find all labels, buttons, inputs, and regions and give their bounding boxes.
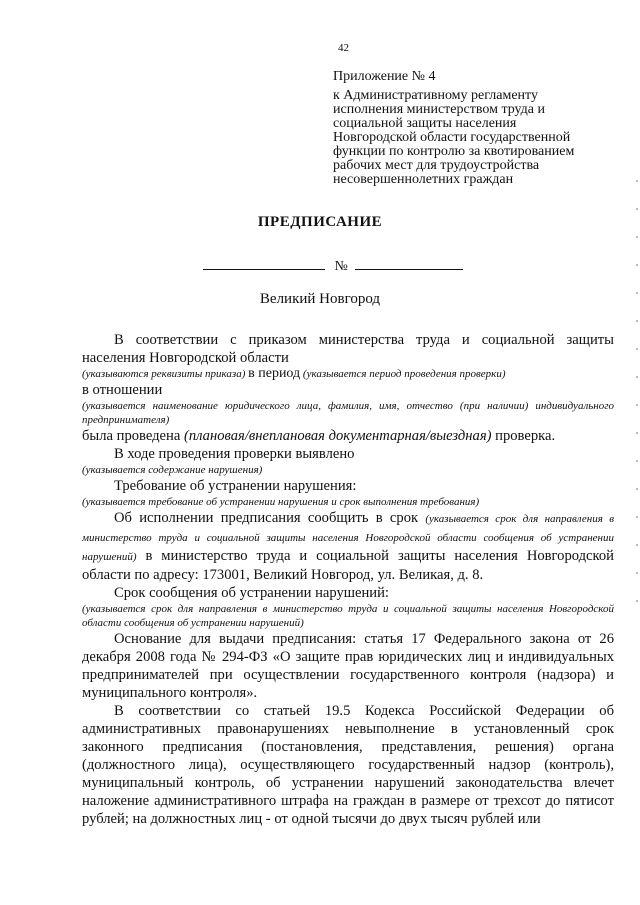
paragraph-subject: в отношении [82,382,163,398]
note-period: (указывается период проведения проверки) [302,368,506,380]
annex-number: Приложение № 4 [333,69,436,84]
paragraph-order: В соответствии с приказом министерства труда и социальной защиты населения Новгородской области [82,332,614,366]
note-order-details: (указываются реквизиты приказа) [82,368,246,380]
paragraph-legal-basis: Основание для выдачи предписания: статья 17 Федерального закона от 26 декабря 2008 года № 294-ФЗ «О защите прав юридических лиц и индивидуальных предпринимателей при осуществлении государственного контроля (надзора) и муниципального контроля». [82,631,614,701]
inspection-type: (плановая/внеплановая документарная/выездная) [183,428,492,444]
annex-line: функции по контролю за квотированием [333,144,575,159]
note-report-deadline: (указывается срок для направления в министерство труда и социальной защиты населения Новгородской области сообщения об устранении нарушений) [82,513,614,563]
report-deadline-label: Об исполнении предписания сообщить в срок [114,510,419,526]
number-line [203,257,463,275]
document-title: ПРЕДПИСАНИЕ [257,214,383,230]
note-report-term: (указывается срок для направления в министерство труда и социальной защиты населения Новгородской области сообщения об устранении нарушений) [82,603,614,629]
annex-header [333,70,623,187]
annex-line: социальной защиты населения [333,116,517,131]
paragraph-order-notes [82,367,614,381]
report-address: в министерство труда и социальной защиты населения Новгородской области по адресу: 173001, Великий Новгород, ул. Великая, д. 8. [82,548,614,583]
annex-line: рабочих мест для трудоустройства [333,158,540,173]
number-blank [355,257,463,270]
city: Великий Новгород [259,291,381,307]
note-findings: (указывается содержание нарушения) [82,464,263,476]
paragraph-findings: В ходе проведения проверки выявлено [114,446,355,462]
paragraph-report-deadline [82,509,614,584]
paragraph-inspection-type [82,427,614,445]
number-sign: № [334,259,348,274]
scan-edge-marks [636,180,638,610]
date-blank [203,257,325,270]
document-body [82,331,614,828]
annex-line: Новгородской области государственной [333,130,571,145]
note-subject: (указывается наименование юридического лица, фамилия, имя, отчество (при наличии) индивидуального предпринимателя) [82,400,614,426]
paragraph-report-term: Срок сообщения об устранении нарушений: [114,585,389,601]
period-label: в период [248,366,301,381]
page-number: 42 [338,42,349,54]
paragraph-requirement: Требование об устранении нарушения: [114,478,357,494]
annex-line: несовершеннолетних граждан [333,172,514,187]
inspection-suffix: проверка. [495,428,556,444]
paragraph-liability: В соответствии со статьей 19.5 Кодекса Российской Федерации об административных правонарушениях невыполнение в установленный срок законного предписания (постановления, представления, решения) органа (должностного лица), осуществляющего государственный надзор (контроль), муниципальный контроль, об устранении нарушений законодательства влечет наложение административного штрафа на граждан в размере от трехсот до пятисот рублей; на должностных лиц - от одной тысячи до двух тысяч рублей или [82,703,614,827]
annex-line: к Административному регламенту [333,88,538,103]
note-requirement: (указывается требование об устранении нарушения и срок выполнения требования) [82,496,480,508]
annex-line: исполнения министерством труда и [333,102,546,117]
inspection-prefix: была проведена [82,428,181,444]
